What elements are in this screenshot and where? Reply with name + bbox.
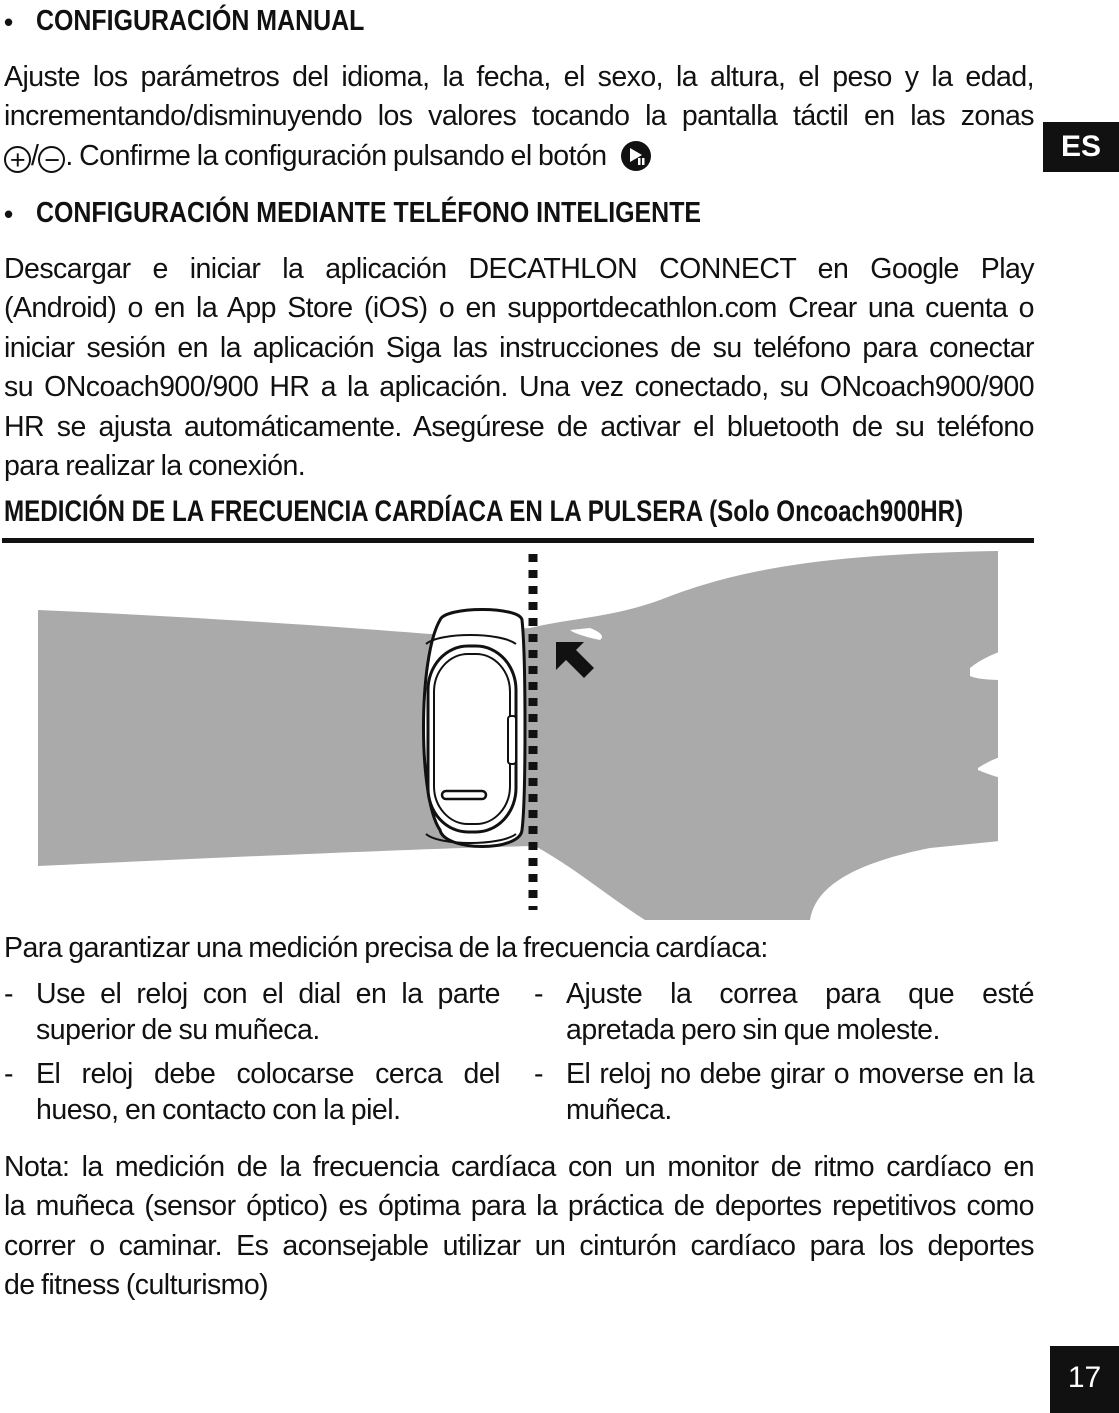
minus-circle-icon: −	[38, 146, 65, 173]
smartphone-line-2: (Android) o en la App Store (iOS) o en supportdecathlon.com Crear una cuenta o	[4, 292, 1034, 325]
manual-line-1: Ajuste los parámetros del idioma, la fecha, el sexo, la altura, el peso y la edad,	[4, 61, 1034, 93]
heading-heart-rate: MEDICIÓN DE LA FRECUENCIA CARDÍACA EN LA PULSERA (Solo Oncoach900HR)	[4, 495, 964, 528]
recommendations-list	[4, 976, 1034, 1126]
smartphone-line-3: iniciar sesión en la aplicación Siga las instrucciones de su teléfono para conectar	[4, 331, 1034, 364]
bullet-1: •	[4, 7, 14, 37]
list-item-left-1	[4, 976, 500, 1048]
list-item-text: El reloj debe colocarse cerca del hueso, en contacto con la piel.	[36, 1058, 500, 1126]
note-line-1: Nota: la medición de la frecuencia cardíaca con un monitor de ritmo cardíaco en	[4, 1151, 1034, 1183]
smartphone-line-4: su ONcoach900/900 HR a la aplicación. Una vez conectado, su ONcoach900/900	[4, 371, 1034, 404]
list-item-text: Use el reloj con el dial en la parte superior de su muñeca.	[36, 978, 500, 1046]
page-number: 17	[1050, 1346, 1119, 1413]
list-item-right-2	[534, 1056, 1034, 1128]
plus-circle-icon: +	[4, 146, 31, 173]
intro-line	[4, 929, 1034, 968]
watch-band	[424, 610, 526, 847]
dash-marker: -	[534, 1058, 543, 1090]
intro-text: Para garantizar una medición precisa de la frecuencia cardíaca:	[4, 932, 768, 964]
list-item-text: El reloj no debe girar o moverse en la muñeca.	[566, 1058, 1034, 1126]
play-pause-button-icon	[621, 141, 651, 171]
note-paragraph	[4, 1148, 1034, 1306]
note-line-2: la muñeca (sensor óptico) es óptima para la práctica de deportes repetitivos como	[4, 1190, 1034, 1223]
wrist-watch-illustration	[0, 548, 1040, 920]
dash-marker: -	[4, 1058, 13, 1090]
list-item-right-1	[534, 976, 1034, 1048]
heading-manual-config: CONFIGURACIÓN MANUAL	[36, 5, 365, 37]
paragraph-smartphone-config	[4, 250, 1034, 486]
smartphone-line-5: HR se ajusta automáticamente. Asegúrese de activar el bluetooth de su teléfono	[4, 410, 1034, 443]
slash: /	[31, 139, 39, 172]
list-item-text: Ajuste la correa para que esté apretada pero sin que moleste.	[566, 978, 1034, 1046]
list-item-left-2	[4, 1056, 500, 1128]
bullet-2: •	[4, 199, 14, 229]
dash-marker: -	[4, 978, 13, 1010]
paragraph-manual-config	[4, 58, 1034, 176]
manual-line-3-text: . Confirme la configuración pulsando el botón	[65, 139, 607, 172]
note-line-4: de fitness (culturismo)	[4, 1269, 269, 1302]
manual-line-3	[4, 137, 1034, 176]
heading-smartphone-config: CONFIGURACIÓN MEDIANTE TELÉFONO INTELIGENTE	[36, 197, 702, 229]
language-tab: ES	[1043, 122, 1119, 172]
note-line-3: correr o caminar. Es aconsejable utilizar un cinturón cardíaco para los deportes	[4, 1229, 1034, 1262]
smartphone-line-6: para realizar la conexión.	[4, 450, 306, 483]
dash-marker: -	[534, 978, 543, 1010]
heading-rule	[2, 538, 1034, 543]
manual-line-2: incrementando/disminuyendo los valores tocando la pantalla táctil en las zonas	[4, 100, 1034, 133]
smartphone-line-1: Descargar e iniciar la aplicación DECATHLON CONNECT en Google Play	[4, 253, 1034, 285]
